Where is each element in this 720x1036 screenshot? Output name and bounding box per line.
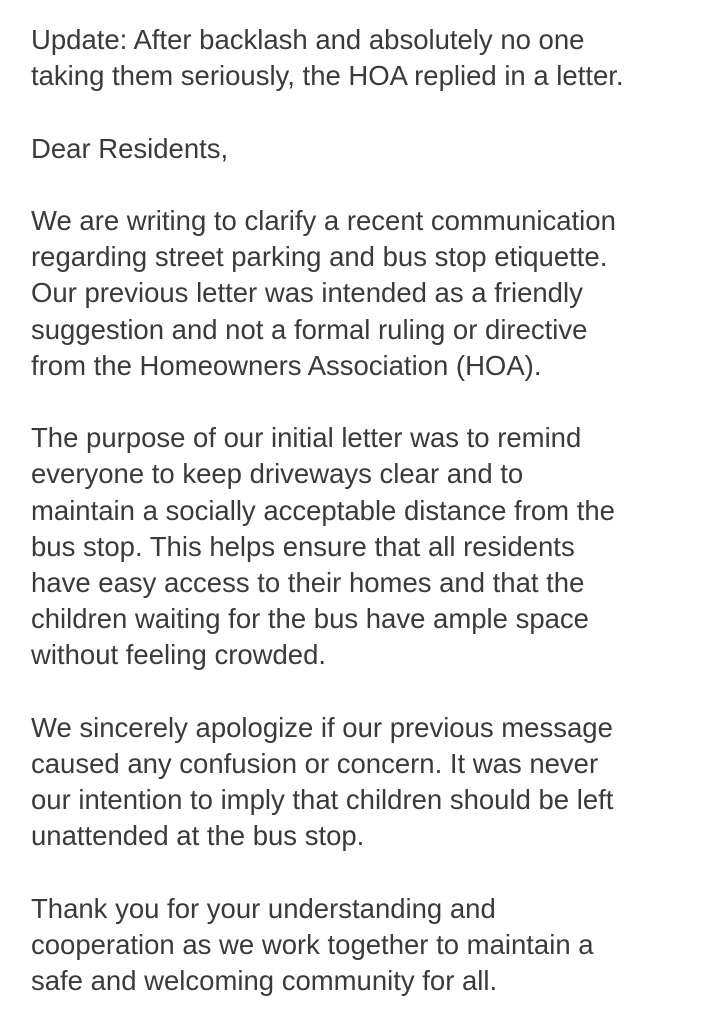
letter-greeting: Dear Residents, — [31, 132, 229, 164]
letter-paragraph-closing: Thank you for your understanding and cooperation as we work together to maintain a safe and welcoming community for all. — [31, 892, 594, 997]
post-body — [31, 22, 701, 1036]
letter-paragraph-purpose: The purpose of our initial letter was to remind everyone to keep driveways clear and to maintain a socially acceptable distance from the bus stop. This helps ensure that all residents have easy access to their homes and that the children waiting for the bus have ample space without feeling crowded. — [31, 422, 615, 671]
update-paragraph: Update: After backlash and absolutely no one taking them seriously, the HOA replied in a letter. — [31, 24, 624, 92]
letter-paragraph-clarification: We are writing to clarify a recent communication regarding street parking and bus stop etiquette. Our previous letter was intended as a friendly suggestion and not a formal ruling or directive from the Homeowners Association (HOA). — [31, 204, 616, 381]
letter-paragraph-apology: We sincerely apologize if our previous message caused any confusion or concern. It was never our intention to imply that children should be left unattended at the bus stop. — [31, 711, 614, 852]
